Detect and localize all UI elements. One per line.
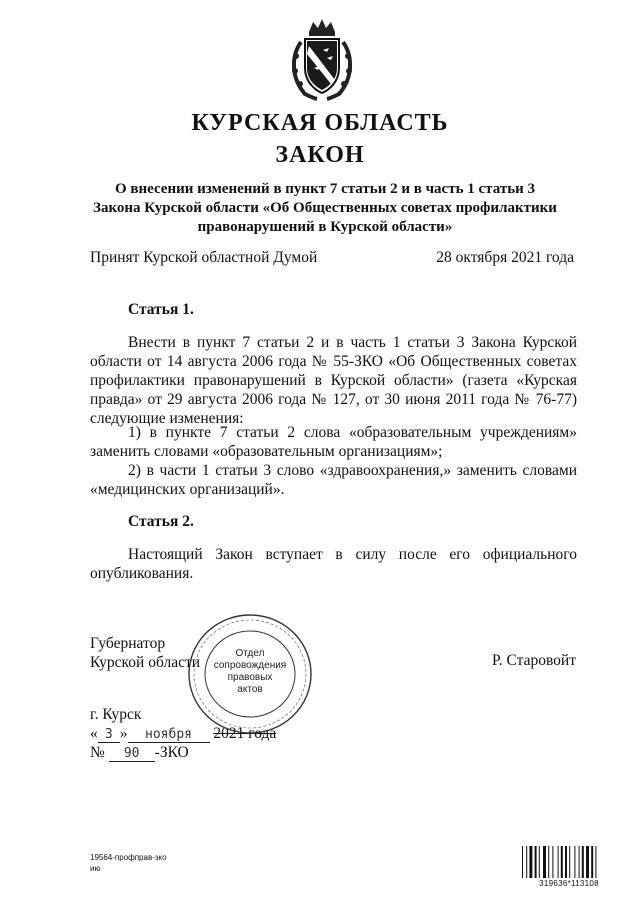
stamp-line-1: Отдел	[235, 648, 265, 659]
barcode-bar	[558, 846, 559, 878]
barcode-bar	[595, 846, 596, 878]
document-reference	[90, 852, 167, 874]
number-suffix: -ЗКО	[154, 744, 189, 761]
barcode-bar	[543, 846, 546, 878]
date-month: ноября	[128, 728, 210, 743]
barcode-bar	[561, 846, 563, 878]
signatory-position-line2: Курской области	[90, 654, 201, 671]
law-title	[80, 180, 570, 237]
adoption-date: 28 октября 2021 года	[436, 249, 574, 266]
article-1-heading: Статья 1.	[128, 301, 194, 318]
article-1-item-2: 2) в части 1 статьи 3 слово «здравоохранения,» заменить словами «медицинских организаций».	[90, 462, 577, 498]
coat-of-arms-emblem	[287, 16, 357, 102]
official-stamp	[186, 612, 314, 736]
signatory-name: Р. Старовойт	[492, 652, 576, 669]
signatory-position-line1: Губернатор	[90, 635, 166, 652]
date-close-quote: »	[119, 725, 128, 742]
region-heading: КУРСКАЯ ОБЛАСТЬ	[191, 110, 449, 136]
barcode-bar	[552, 846, 553, 878]
law-title-line: Закона Курской области «Об Общественных советах профилактики	[93, 200, 557, 216]
article-2-text: Настоящий Закон вступает в силу после его официального опубликования.	[90, 546, 577, 582]
signing-city: г. Курск	[90, 706, 142, 723]
barcode-bar	[565, 846, 567, 878]
barcode-bar	[539, 846, 540, 878]
barcode-bar	[586, 846, 589, 878]
article-1-intro: Внести в пункт 7 статьи 2 и в часть 1 статьи 3 Закона Курской области от 14 августа 2006 года № 55-ЗКО «Об Общественных советах профилактики правонарушений в Курской области» (газета «Курская правда» от 29 августа 2006 года № 127, от 30 июня 2011 года № 76-77) следующие изменения:	[90, 334, 577, 427]
barcode-bar	[591, 846, 593, 878]
date-year: 2021 года	[213, 725, 277, 742]
barcode-bar	[522, 846, 523, 878]
law-number	[90, 743, 189, 762]
number-value: 90	[109, 747, 155, 762]
adopted-by: Принят Курской областной Думой	[90, 249, 318, 266]
barcode-bar	[529, 846, 532, 878]
barcode-bar	[548, 846, 549, 878]
barcode	[522, 846, 616, 878]
number-prefix: №	[90, 744, 105, 761]
stamp-line-4: актов	[237, 684, 263, 695]
stamp-line-3: правовых	[227, 672, 273, 683]
barcode-bar	[569, 846, 570, 878]
law-title-line: правонарушений в Курской области»	[197, 219, 453, 235]
law-title-line: О внесении изменений в пункт 7 статьи 2 и в часть 1 статьи 3	[114, 181, 536, 197]
barcode-bar	[574, 846, 575, 878]
barcode-bar	[579, 846, 580, 878]
document-reference-line: ию	[90, 864, 101, 873]
date-open-quote: «	[90, 725, 98, 742]
barcode-number: 319636*113108	[539, 879, 599, 888]
stamp-line-2: сопровождения	[213, 660, 287, 671]
barcode-bar	[582, 846, 584, 878]
article-2-heading: Статья 2.	[128, 513, 194, 530]
barcode-bar	[526, 846, 527, 878]
date-day: 3	[98, 728, 120, 743]
article-1-item-1: 1) в пункте 7 статьи 2 слова «образовательным учреждениям» заменить словами «образовательным организациям»;	[90, 424, 577, 460]
document-reference-line: 19564-профправ-зко	[90, 853, 167, 862]
barcode-bar	[535, 846, 537, 878]
document-type-heading: ЗАКОН	[275, 142, 365, 168]
